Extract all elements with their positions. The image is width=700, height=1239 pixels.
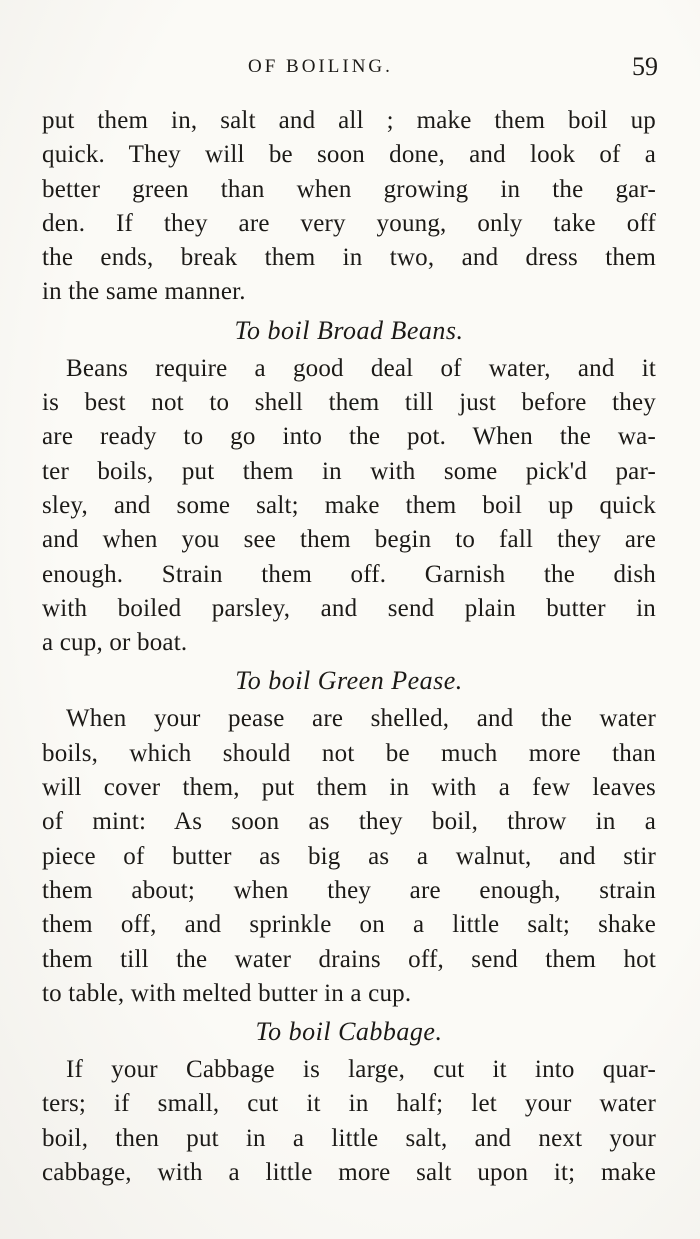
text-line: ter boils, put them in with some pick'd par- — [42, 457, 656, 485]
text-line: cabbage, with a little more salt upon it; make — [42, 1159, 656, 1187]
text-line: a cup, or boat. — [42, 629, 188, 657]
text-line: sley, and some salt; make them boil up quick — [42, 491, 656, 519]
text-line: better green than when growing in the gar- — [42, 175, 656, 203]
text-line: in the same manner. — [42, 278, 246, 306]
recipe-green-pease — [42, 660, 656, 1011]
recipe-cabbage — [42, 1011, 656, 1190]
text-line: ters; if small, cut it in half; let your water — [42, 1090, 656, 1118]
recipe-broad-beans — [42, 310, 656, 661]
intro-paragraph — [42, 104, 656, 310]
text-line: den. If they are very young, only take off — [42, 209, 656, 237]
recipe-heading: To boil Green Pease. — [235, 666, 463, 696]
text-line: piece of butter as big as a walnut, and stir — [42, 842, 656, 870]
page-number: 59 — [632, 52, 658, 81]
text-line: is best not to shell them till just before they — [42, 389, 656, 417]
text-line: When your pease are shelled, and the water — [66, 705, 656, 733]
text-line: with boiled parsley, and send plain butter in — [42, 594, 656, 622]
text-line: them till the water drains off, send them hot — [42, 945, 656, 973]
text-line: put them in, salt and all ; make them boil up — [42, 107, 656, 134]
running-title: OF BOILING. — [248, 56, 393, 77]
text-line: are ready to go into the pot. When the wa- — [42, 423, 656, 451]
text-line: quick. They will be soon done, and look of a — [42, 141, 656, 169]
running-head — [0, 52, 700, 90]
text-line: boil, then put in a little salt, and next your — [42, 1124, 656, 1152]
text-line: enough. Strain them off. Garnish the dish — [42, 560, 656, 588]
text-line: Beans require a good deal of water, and it — [66, 354, 656, 382]
text-line: If your Cabbage is large, cut it into quar- — [66, 1056, 656, 1084]
text-line: of mint: As soon as they boil, throw in a — [42, 808, 656, 836]
text-line: and when you see them begin to fall they are — [42, 526, 656, 554]
text-line: them off, and sprinkle on a little salt; shake — [42, 911, 656, 939]
recipe-heading: To boil Cabbage. — [255, 1017, 443, 1047]
text-line: boils, which should not be much more than — [42, 739, 656, 767]
text-line: will cover them, put them in with a few leaves — [42, 774, 656, 802]
text-line: them about; when they are enough, strain — [42, 876, 656, 904]
text-line: to table, with melted butter in a cup. — [42, 979, 412, 1007]
recipe-heading: To boil Broad Beans. — [234, 315, 464, 345]
text-block — [42, 104, 656, 1190]
text-line: the ends, break them in two, and dress them — [42, 244, 656, 272]
